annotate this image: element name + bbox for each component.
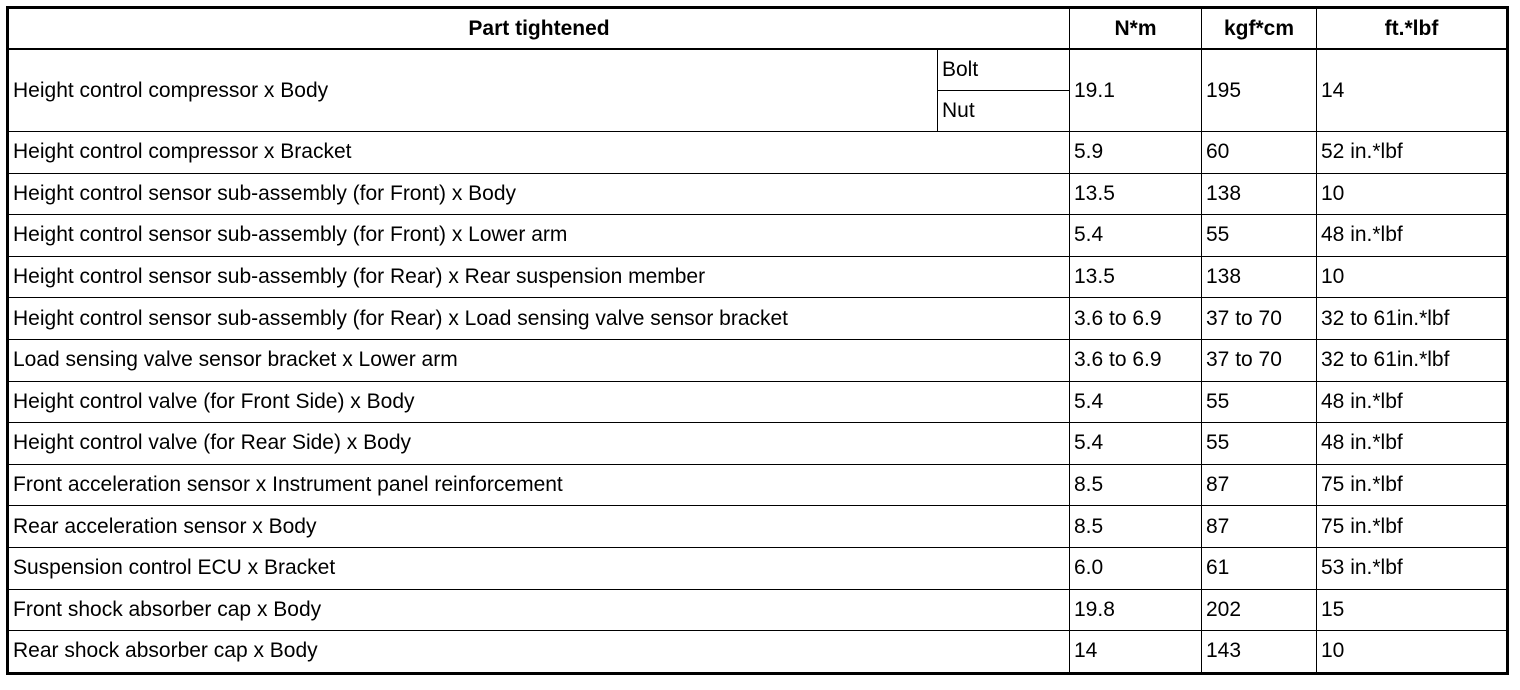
kgf-cm-cell: 37 to 70 bbox=[1202, 339, 1317, 381]
part-cell: Rear acceleration sensor x Body bbox=[8, 506, 1070, 548]
table-row bbox=[8, 49, 1508, 91]
torque-spec-table bbox=[6, 6, 1509, 675]
part-cell: Height control compressor x Bracket bbox=[8, 132, 1070, 174]
header-part-tightened: Part tightened bbox=[8, 8, 1070, 50]
ft-lbf-cell: 10 bbox=[1317, 256, 1508, 298]
part-cell: Height control valve (for Rear Side) x Body bbox=[8, 423, 1070, 465]
ft-lbf-cell: 48 in.*lbf bbox=[1317, 215, 1508, 257]
nm-cell: 5.4 bbox=[1070, 215, 1202, 257]
kgf-cm-cell: 60 bbox=[1202, 132, 1317, 174]
part-cell: Height control sensor sub-assembly (for Front) x Lower arm bbox=[8, 215, 1070, 257]
table-row bbox=[8, 547, 1508, 589]
kgf-cm-cell: 138 bbox=[1202, 256, 1317, 298]
header-newton-meters: N*m bbox=[1070, 8, 1202, 50]
table-row bbox=[8, 339, 1508, 381]
ft-lbf-cell: 32 to 61in.*lbf bbox=[1317, 298, 1508, 340]
table-row bbox=[8, 589, 1508, 631]
table-row bbox=[8, 132, 1508, 174]
part-cell: Height control sensor sub-assembly (for Rear) x Load sensing valve sensor bracket bbox=[8, 298, 1070, 340]
nm-cell: 6.0 bbox=[1070, 547, 1202, 589]
table-row bbox=[8, 173, 1508, 215]
ft-lbf-cell: 14 bbox=[1317, 49, 1508, 132]
ft-lbf-cell: 10 bbox=[1317, 173, 1508, 215]
ft-lbf-cell: 75 in.*lbf bbox=[1317, 506, 1508, 548]
nm-cell: 5.9 bbox=[1070, 132, 1202, 174]
kgf-cm-cell: 202 bbox=[1202, 589, 1317, 631]
part-cell: Height control compressor x Body bbox=[8, 49, 938, 132]
kgf-cm-cell: 87 bbox=[1202, 464, 1317, 506]
ft-lbf-cell: 48 in.*lbf bbox=[1317, 381, 1508, 423]
nm-cell: 13.5 bbox=[1070, 173, 1202, 215]
table-row bbox=[8, 464, 1508, 506]
nm-cell: 5.4 bbox=[1070, 423, 1202, 465]
ft-lbf-cell: 52 in.*lbf bbox=[1317, 132, 1508, 174]
kgf-cm-cell: 143 bbox=[1202, 631, 1317, 674]
part-cell: Front acceleration sensor x Instrument panel reinforcement bbox=[8, 464, 1070, 506]
table-row bbox=[8, 423, 1508, 465]
ft-lbf-cell: 48 in.*lbf bbox=[1317, 423, 1508, 465]
nm-cell: 19.1 bbox=[1070, 49, 1202, 132]
table-row bbox=[8, 298, 1508, 340]
nm-cell: 8.5 bbox=[1070, 506, 1202, 548]
header-ft-lbf: ft.*lbf bbox=[1317, 8, 1508, 50]
kgf-cm-cell: 138 bbox=[1202, 173, 1317, 215]
nm-cell: 3.6 to 6.9 bbox=[1070, 339, 1202, 381]
header-row bbox=[8, 8, 1508, 50]
kgf-cm-cell: 55 bbox=[1202, 215, 1317, 257]
table-row bbox=[8, 381, 1508, 423]
nm-cell: 8.5 bbox=[1070, 464, 1202, 506]
table-row bbox=[8, 631, 1508, 674]
part-cell: Front shock absorber cap x Body bbox=[8, 589, 1070, 631]
nm-cell: 5.4 bbox=[1070, 381, 1202, 423]
fastener-type-cell: Nut bbox=[938, 91, 1070, 132]
part-cell: Suspension control ECU x Bracket bbox=[8, 547, 1070, 589]
ft-lbf-cell: 53 in.*lbf bbox=[1317, 547, 1508, 589]
table-header bbox=[8, 8, 1508, 50]
part-cell: Rear shock absorber cap x Body bbox=[8, 631, 1070, 674]
kgf-cm-cell: 55 bbox=[1202, 381, 1317, 423]
table-row bbox=[8, 256, 1508, 298]
header-kgf-cm: kgf*cm bbox=[1202, 8, 1317, 50]
table-row bbox=[8, 506, 1508, 548]
ft-lbf-cell: 75 in.*lbf bbox=[1317, 464, 1508, 506]
part-cell: Height control valve (for Front Side) x Body bbox=[8, 381, 1070, 423]
fastener-type-cell: Bolt bbox=[938, 49, 1070, 91]
kgf-cm-cell: 37 to 70 bbox=[1202, 298, 1317, 340]
table-row bbox=[8, 215, 1508, 257]
kgf-cm-cell: 87 bbox=[1202, 506, 1317, 548]
ft-lbf-cell: 15 bbox=[1317, 589, 1508, 631]
nm-cell: 13.5 bbox=[1070, 256, 1202, 298]
nm-cell: 19.8 bbox=[1070, 589, 1202, 631]
part-cell: Height control sensor sub-assembly (for Front) x Body bbox=[8, 173, 1070, 215]
kgf-cm-cell: 195 bbox=[1202, 49, 1317, 132]
table-body bbox=[8, 49, 1508, 673]
nm-cell: 3.6 to 6.9 bbox=[1070, 298, 1202, 340]
kgf-cm-cell: 55 bbox=[1202, 423, 1317, 465]
ft-lbf-cell: 32 to 61in.*lbf bbox=[1317, 339, 1508, 381]
kgf-cm-cell: 61 bbox=[1202, 547, 1317, 589]
ft-lbf-cell: 10 bbox=[1317, 631, 1508, 674]
part-cell: Load sensing valve sensor bracket x Lower arm bbox=[8, 339, 1070, 381]
part-cell: Height control sensor sub-assembly (for Rear) x Rear suspension member bbox=[8, 256, 1070, 298]
nm-cell: 14 bbox=[1070, 631, 1202, 674]
